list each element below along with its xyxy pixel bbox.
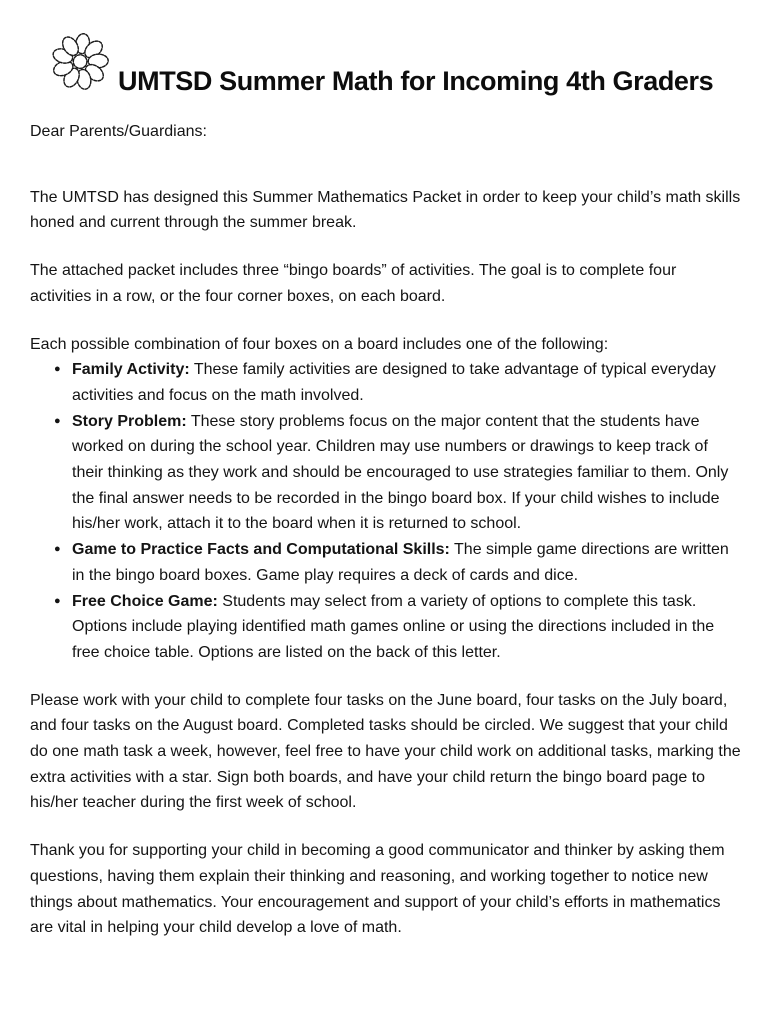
- flower-icon: [52, 33, 110, 92]
- paragraph-intro: The UMTSD has designed this Summer Mathematics Packet in order to keep your child’s math skills honed and current through the summer break.: [30, 188, 741, 232]
- bullet-text: Students may select from a variety of options to complete this task. Options include playing identified math games online or using the directions included in the free choice table. Options are listed on the back of this letter.: [72, 592, 715, 661]
- bullet-label: Game to Practice Facts and Computational Skills:: [72, 541, 450, 559]
- bullet-label: Family Activity:: [72, 361, 190, 379]
- list-intro: Each possible combination of four boxes on a board includes one of the following:: [30, 335, 609, 353]
- paragraph-packet: The attached packet includes three “bingo boards” of activities. The goal is to complete four activities in a row, or the four corner boxes, on each board.: [30, 262, 677, 305]
- bullet-text: These story problems focus on the major content that the students have worked on during the school year. Children may use numbers or drawings to keep track of their thinking as they work and should be encouraged to use strategies familiar to them. Only the final answer needs to be recorded in the bingo board box. If your child wishes to include his/her work, attach it to the board when it is returned to school.: [72, 412, 729, 533]
- list-item-family-activity: [30, 357, 742, 408]
- list-item-story-problem: [30, 409, 742, 538]
- page-title: UMTSD Summer Math for Incoming 4th Graders: [118, 66, 714, 96]
- bullet-label: Story Problem:: [72, 412, 187, 430]
- bullet-text: The simple game directions are written in the bingo board boxes. Game play requires a deck of cards and dice.: [72, 541, 729, 584]
- bullet-label: Free Choice Game:: [72, 592, 218, 610]
- letter-header: [52, 33, 742, 96]
- salutation: Dear Parents/Guardians:: [30, 123, 207, 140]
- bullet-text: These family activities are designed to take advantage of typical everyday activities and focus on the math involved.: [72, 361, 716, 404]
- paragraph-work: Please work with your child to complete four tasks on the June board, four tasks on the July board, and four tasks on the August board. Completed tasks should be circled. We suggest that your child do one math task a week, however, feel free to have your child work on additional tasks, marking the extra activities with a star. Sign both boards, and have your child return the bingo board page to his/her teacher during the first week of school.: [30, 691, 741, 812]
- activity-list: [30, 357, 742, 665]
- list-item-game-practice: [30, 537, 742, 588]
- paragraph-thanks: Thank you for supporting your child in becoming a good communicator and thinker by asking them questions, having them explain their thinking and reasoning, and working together to notice new things about mathematics. Your encouragement and support of your child’s efforts in mathematics are vital in helping your child develop a love of math.: [30, 842, 725, 937]
- list-item-free-choice: [30, 589, 742, 666]
